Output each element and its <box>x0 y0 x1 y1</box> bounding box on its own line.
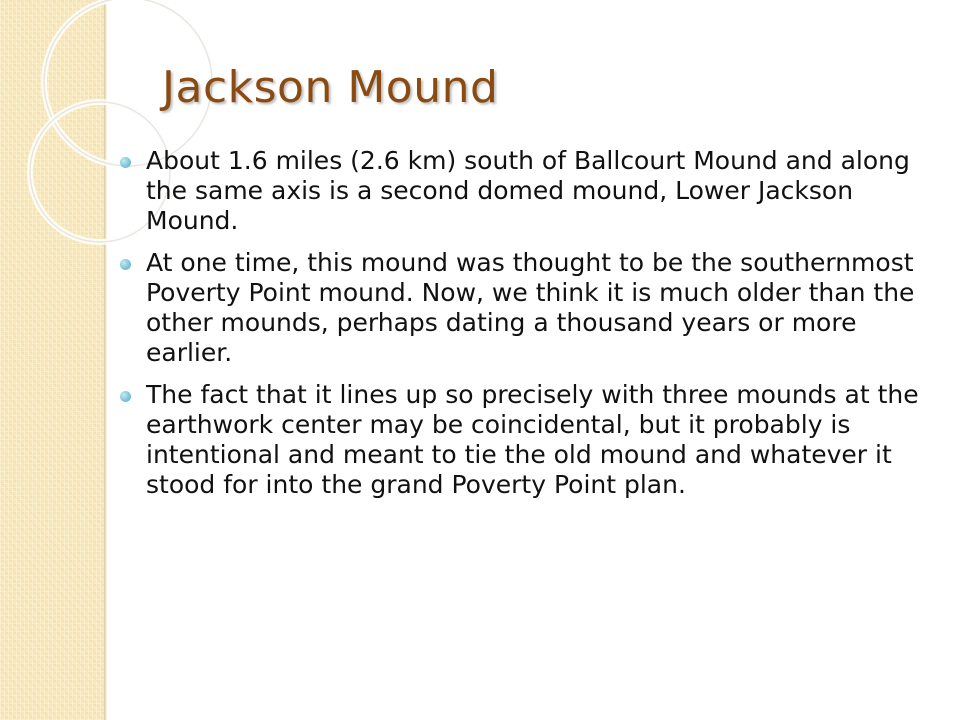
bullet-dot-icon <box>120 391 131 402</box>
bullet-list <box>118 146 948 500</box>
slide-content <box>118 146 948 512</box>
slide-title: Jackson Mound <box>162 62 499 113</box>
bullet-item <box>118 248 948 368</box>
bullet-text: About 1.6 miles (2.6 km) south of Ballcourt Mound and along the same axis is a second domed mound, Lower Jackson Mound. <box>146 146 910 235</box>
side-texture-band <box>0 0 104 720</box>
bullet-text: The fact that it lines up so precisely with three mounds at the earthwork center may be coincidental, but it probably is intentional and meant to tie the old mound and whatever it stood for into the grand Poverty Point plan. <box>146 380 919 499</box>
bullet-dot-icon <box>120 157 131 168</box>
bullet-text: At one time, this mound was thought to be the southernmost Poverty Point mound. Now, we think it is much older than the other mounds, perhaps dating a thousand years or more earlier. <box>146 248 915 367</box>
bullet-dot-icon <box>120 259 131 270</box>
side-band-edge <box>104 0 107 720</box>
bullet-item <box>118 380 948 500</box>
bullet-item <box>118 146 948 236</box>
